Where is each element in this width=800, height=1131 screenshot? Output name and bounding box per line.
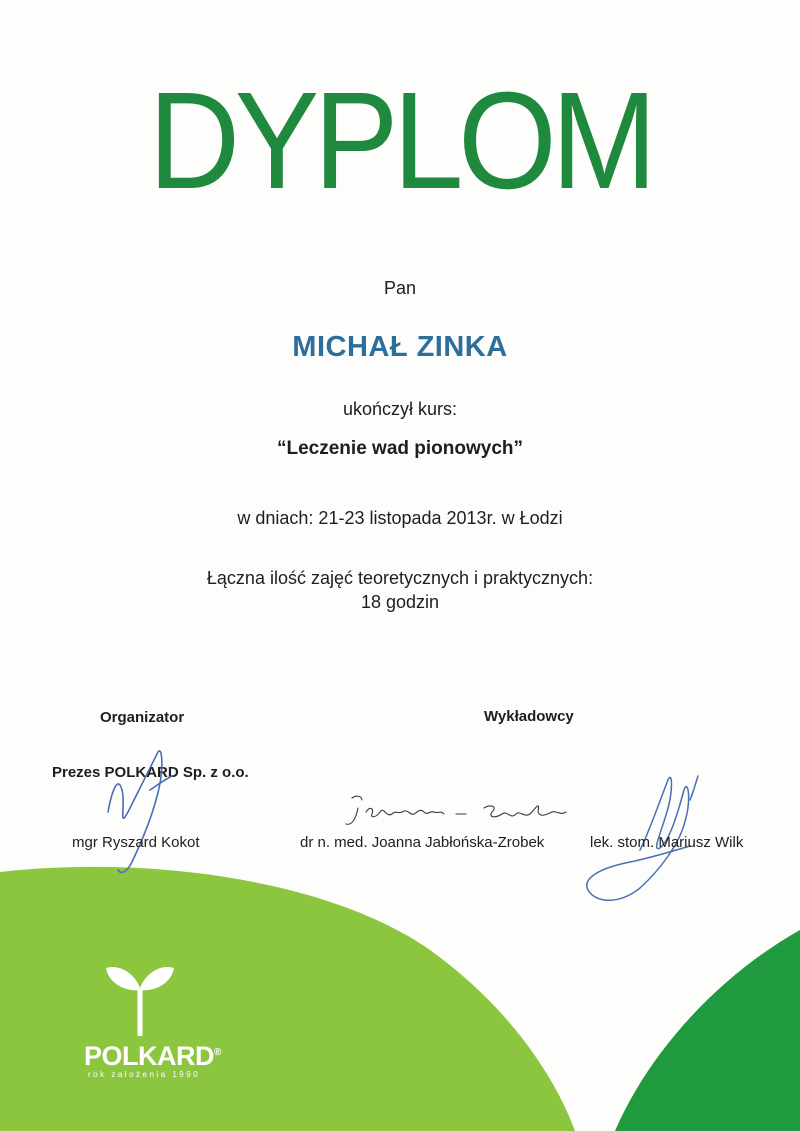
- lecturer2-name: lek. stom. Mariusz Wilk: [590, 834, 744, 851]
- organizer-heading: Organizator: [100, 709, 185, 726]
- organizer-name: mgr Ryszard Kokot: [72, 834, 200, 851]
- hours-value: 18 godzin: [360, 592, 440, 612]
- logo-tagline: rok założenia 1990: [88, 1070, 201, 1079]
- hours-label: Łączna ilość zajęć teoretycznych i praktycznych:: [206, 568, 594, 588]
- completed-text: ukończył kurs:: [342, 399, 458, 419]
- logo-name: [84, 1041, 221, 1072]
- salutation: Pan: [383, 278, 417, 298]
- course-dates: w dniach: 21-23 listopada 2013r. w Łodzi: [237, 508, 563, 528]
- lecturers-heading: Wykładowcy: [484, 708, 574, 725]
- signature-jablonska: [346, 796, 566, 824]
- course-title: “Leczenie wad pionowych”: [277, 438, 523, 459]
- registered-mark: ®: [214, 1047, 221, 1058]
- lecturer1-name: dr n. med. Joanna Jabłońska-Zrobek: [300, 834, 545, 851]
- sprout-icon: [100, 962, 180, 1038]
- signature-kokot: [108, 751, 172, 873]
- organizer-role: Prezes POLKARD Sp. z o.o.: [52, 764, 249, 781]
- diploma-title: DYPLOM: [148, 64, 652, 218]
- logo-wordmark: POLKARD: [84, 1041, 214, 1071]
- recipient-name: MICHAŁ ZINKA: [292, 331, 508, 363]
